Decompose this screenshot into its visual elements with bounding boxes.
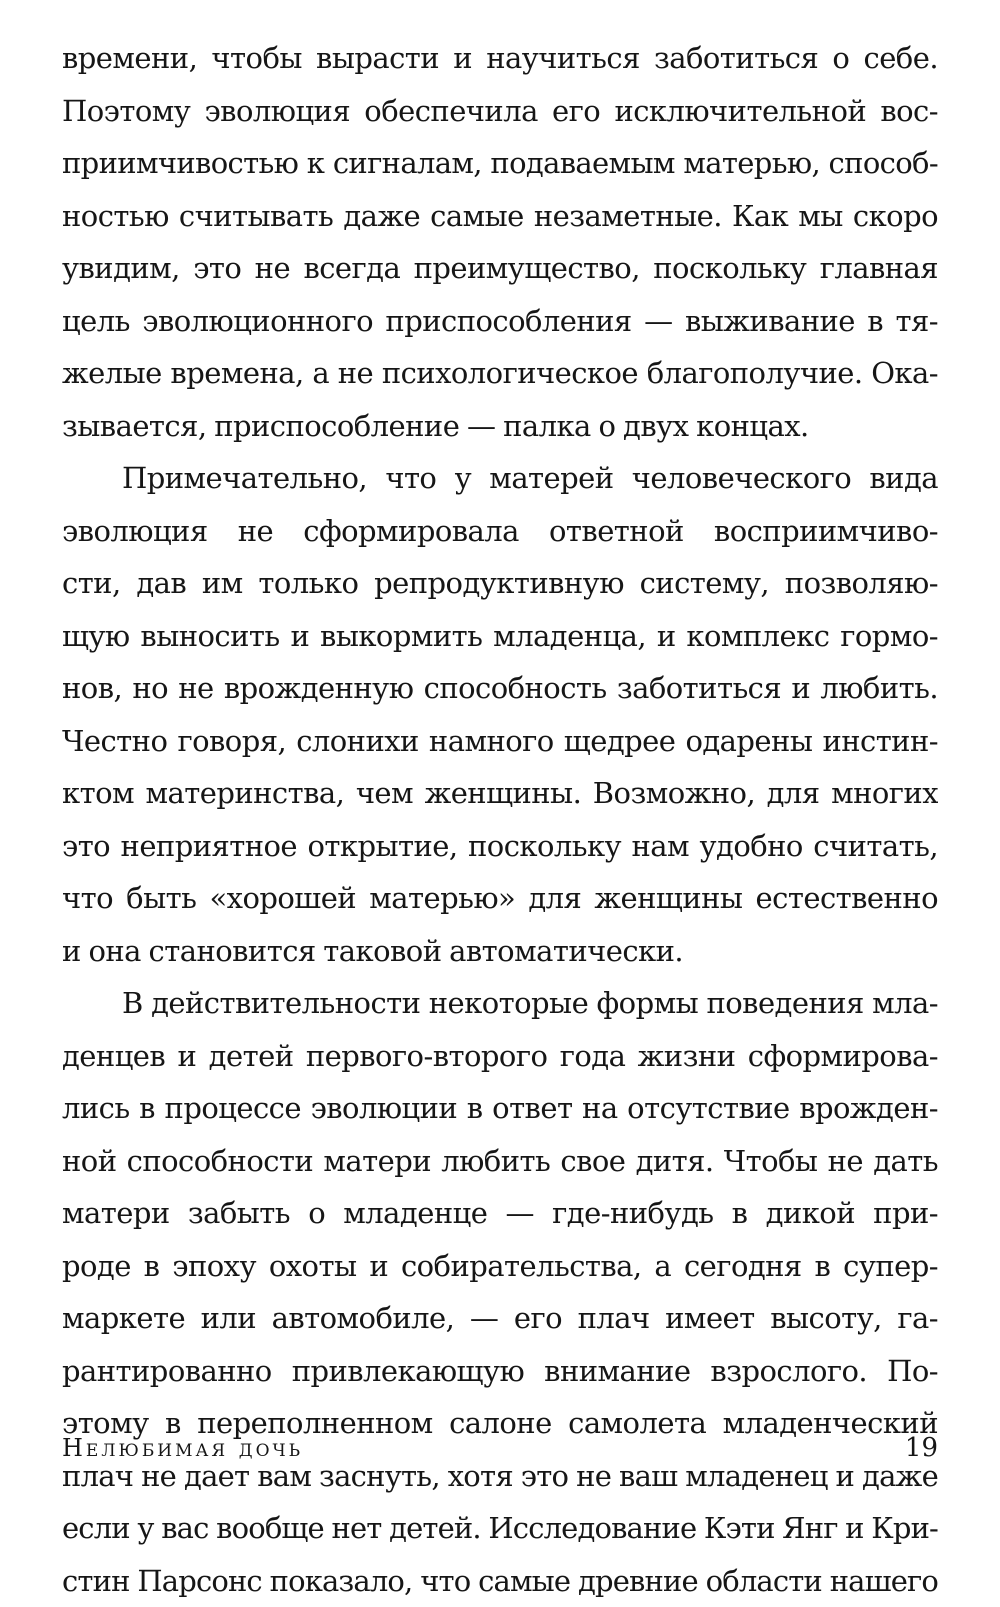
text-line: маркете или автомобиле, — его плач имеет высоту, га- <box>62 1292 938 1345</box>
page-footer <box>62 1428 938 1468</box>
text-line: Примечательно, что у матерей человеческого вида <box>62 452 938 505</box>
text-line: что быть «хорошей матерью» для женщины естественно <box>62 872 938 925</box>
text-line: лись в процессе эволюции в ответ на отсутствие врожден- <box>62 1082 938 1135</box>
text-line: ктом материнства, чем женщины. Возможно, для многих <box>62 767 938 820</box>
text-line: рантированно привлекающую внимание взрослого. По- <box>62 1345 938 1398</box>
text-line: и она становится таковой автоматически. <box>62 925 938 978</box>
text-line: увидим, это не всегда преимущество, поскольку главная <box>62 242 938 295</box>
text-line: это неприятное открытие, поскольку нам удобно считать, <box>62 820 938 873</box>
text-line: Честно говоря, слонихи намного щедрее одарены инстин- <box>62 715 938 768</box>
paragraph-1 <box>62 32 938 452</box>
text-line: цель эволюционного приспособления — выживание в тя- <box>62 295 938 348</box>
text-line: ностью считывать даже самые незаметные. Как мы скоро <box>62 190 938 243</box>
text-line: В действительности некоторые формы поведения мла- <box>62 977 938 1030</box>
text-line: щую выносить и выкормить младенца, и комплекс гормо- <box>62 610 938 663</box>
text-line: если у вас вообще нет детей. Исследование Кэти Янг и Кри- <box>62 1502 938 1555</box>
text-line: стин Парсонс показало, что самые древние области нашего <box>62 1555 938 1607</box>
text-line: Поэтому эволюция обеспечила его исключительной вос- <box>62 85 938 138</box>
paragraph-3 <box>62 977 938 1607</box>
text-line: нов, но не врожденную способность заботиться и любить. <box>62 662 938 715</box>
text-line: зывается, приспособление — палка о двух концах. <box>62 400 938 453</box>
text-line: желые времена, а не психологическое благополучие. Ока- <box>62 347 938 400</box>
text-line: эволюция не сформировала ответной восприимчиво- <box>62 505 938 558</box>
running-title: Нелюбимая дочь <box>62 1428 303 1468</box>
text-line: времени, чтобы вырасти и научиться заботиться о себе. <box>62 32 938 85</box>
text-line: плач не дает вам заснуть, хотя это не ваш младенец и даже <box>62 1450 938 1503</box>
text-line: этому в переполненном салоне самолета младенческий <box>62 1397 938 1450</box>
text-line: ной способности матери любить свое дитя. Чтобы не дать <box>62 1135 938 1188</box>
page-body <box>62 32 938 1607</box>
text-line: денцев и детей первого-второго года жизни сформирова- <box>62 1030 938 1083</box>
text-line: матери забыть о младенце — где-нибудь в дикой при- <box>62 1187 938 1240</box>
text-line: сти, дав им только репродуктивную систему, позволяю- <box>62 557 938 610</box>
page-number: 19 <box>905 1428 938 1468</box>
text-line: роде в эпоху охоты и собирательства, а сегодня в супер- <box>62 1240 938 1293</box>
paragraph-2 <box>62 452 938 977</box>
text-line: приимчивостью к сигналам, подаваемым матерью, способ- <box>62 137 938 190</box>
